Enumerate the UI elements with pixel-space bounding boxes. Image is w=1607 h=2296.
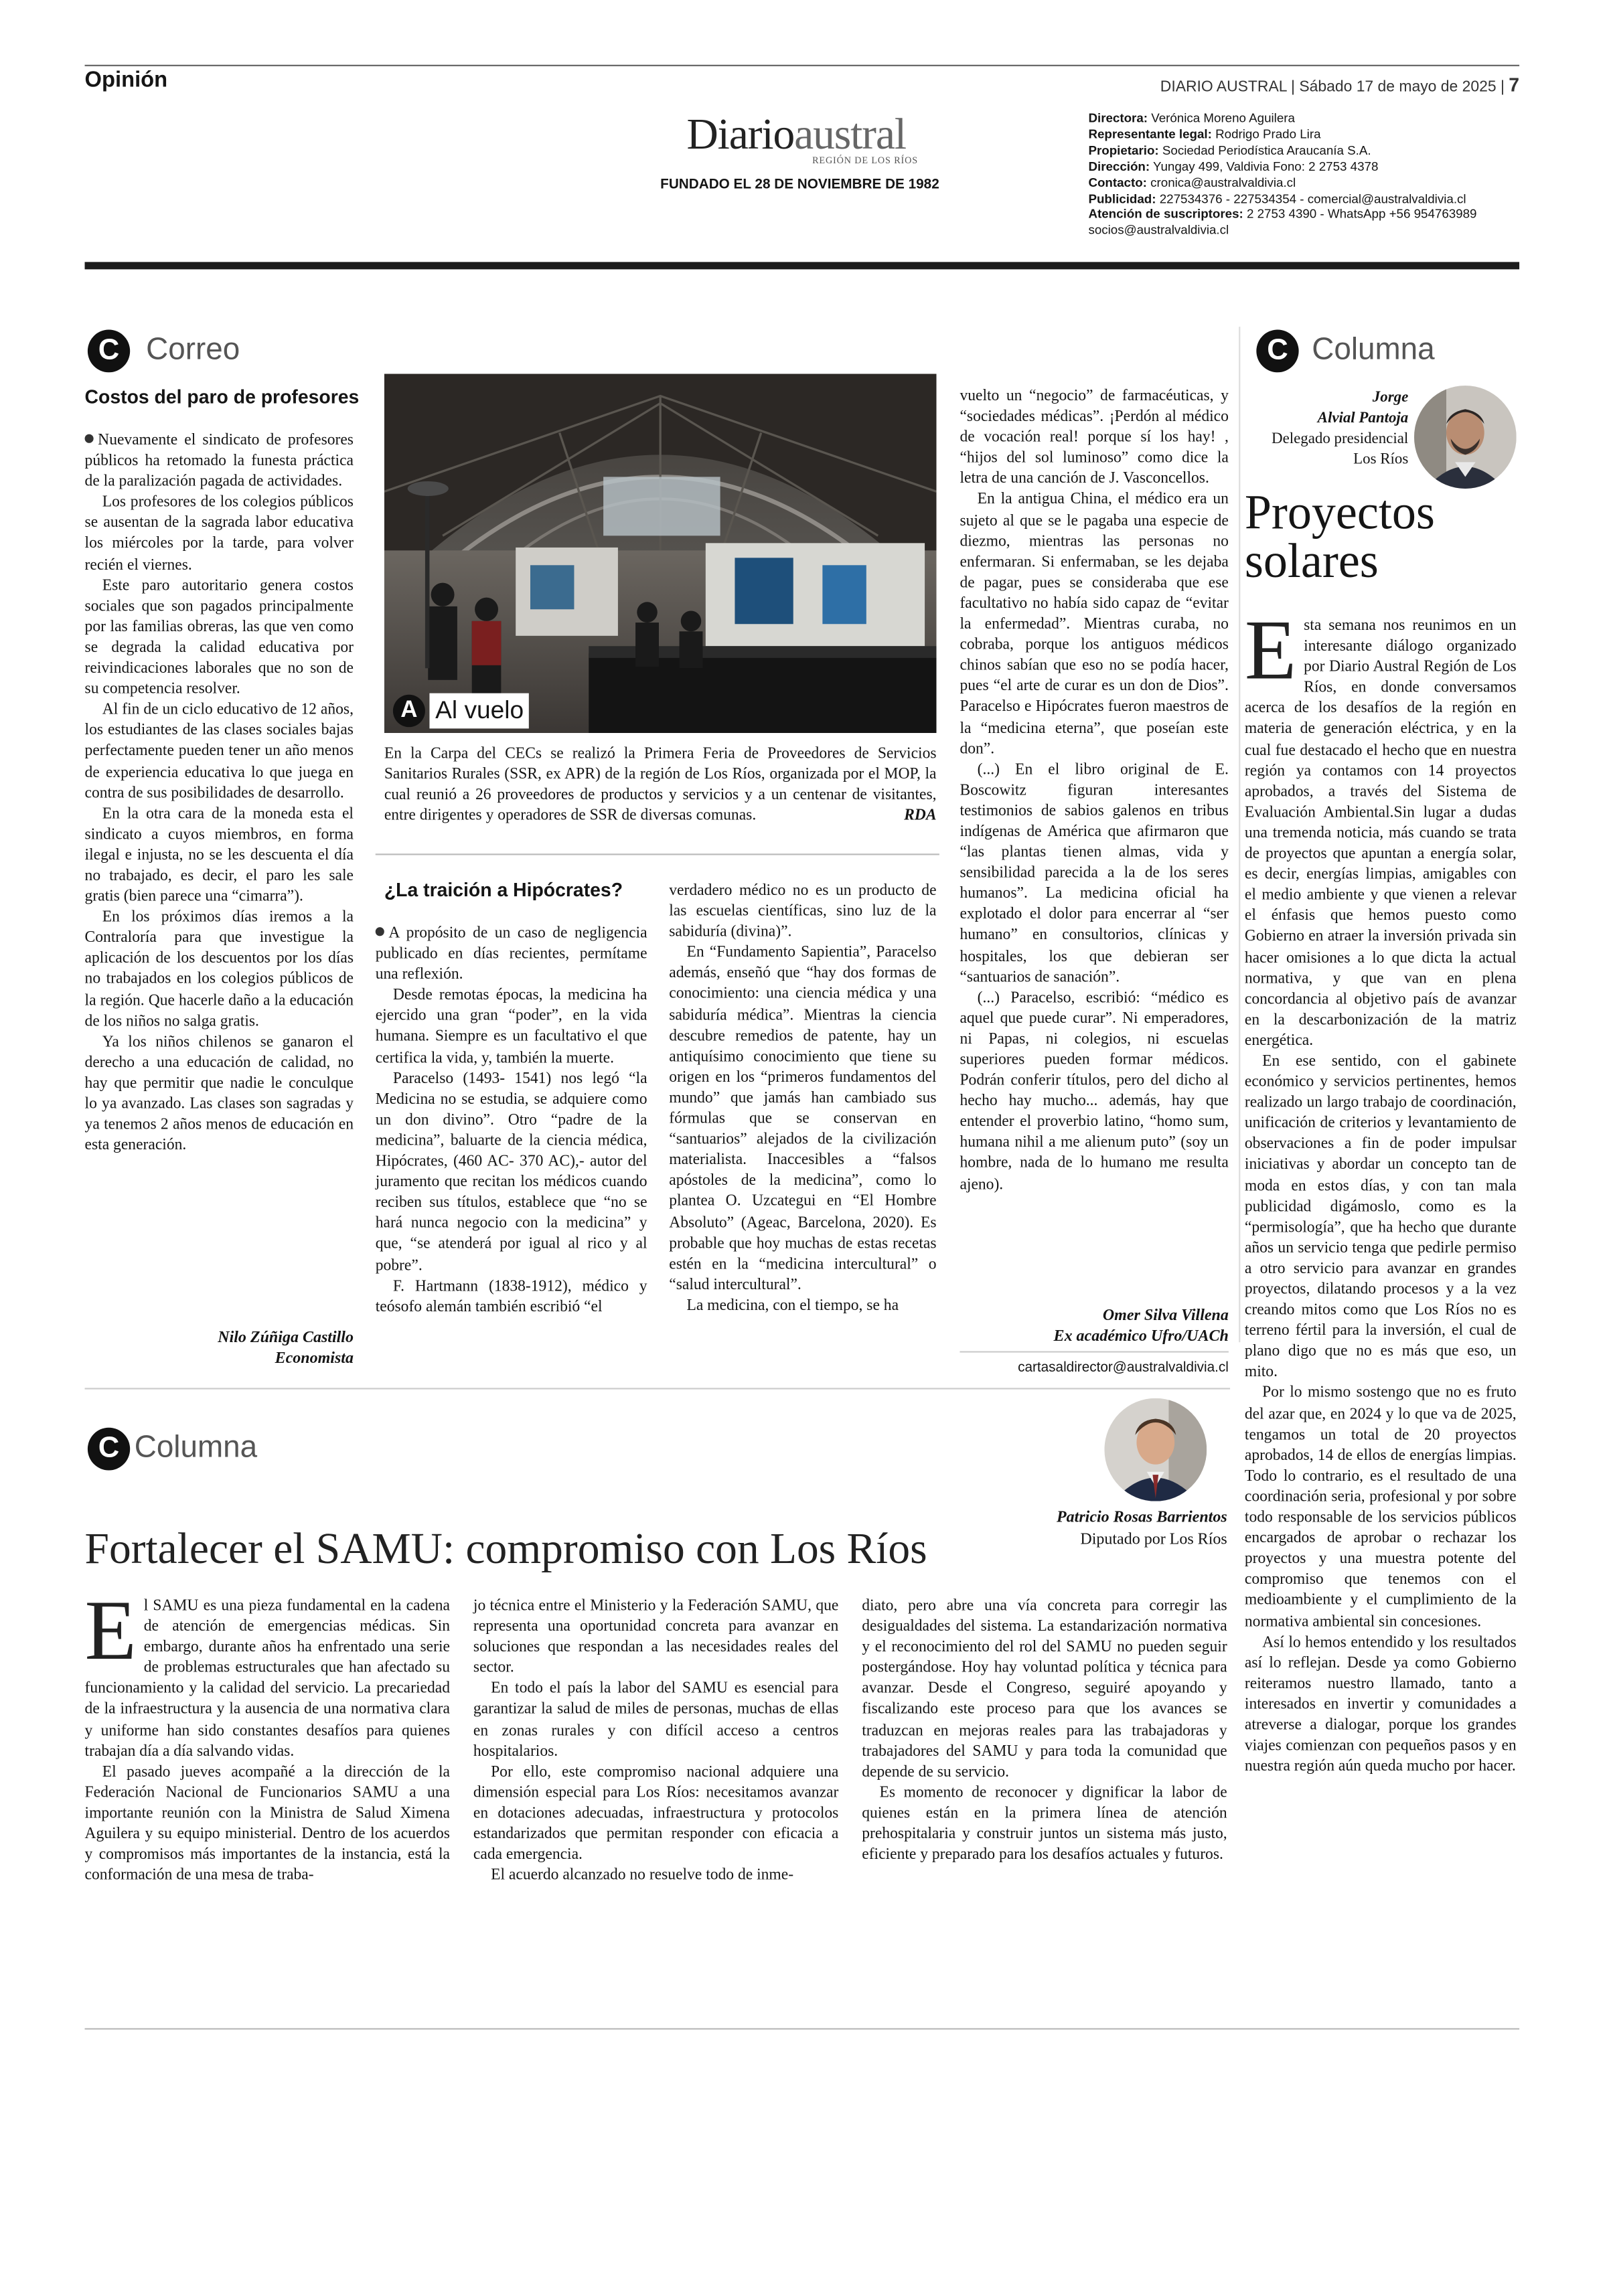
- author-name: Nilo Zúñiga Castillo: [218, 1329, 354, 1347]
- masthead-thick-rule: [85, 262, 1520, 269]
- author-photo-patricio: [1104, 1398, 1207, 1501]
- columna-right-badge: C: [1256, 330, 1298, 373]
- al-vuelo-label: Al vuelo: [429, 693, 529, 729]
- al-vuelo-caption: En la Carpa del CECs se realizó la Primera Feria de Proveedores de Servicios Sanitarios Rurales (SSR, ex APR) de la región de Los Ríos, organizada por el MOP, la cual reunió a 26 proveedores de productos y servicios y a un centenar de visitantes, entre dirigentes y operadores de SSR de diversas comunas. RDA: [384, 743, 937, 826]
- paragraph: A propósito de un caso de negligencia publicado en días recientes, permítame una reflexión.: [375, 924, 647, 984]
- author-first-name: Jorge: [1372, 390, 1409, 406]
- columna-bottom-title: Fortalecer el SAMU: compromiso con Los Ríos: [84, 1524, 927, 1574]
- paragraph: Paracelso (1493- 1541) nos legó “la Medicina no se estudia, se adquiere como un don divino”. Otro “padre de la medicina”, baluarte de la ciencia médica, Hipócrates, (460 AC- 370 AC),- autor del juramento que recitan los médicos cuando reciben sus títulos, establece que “no se hará nunca negocio con la medicina” y que, “se atenderá por igual al rico y al pobre”.: [375, 1069, 647, 1274]
- paragraph: Por lo mismo sostengo que no es fruto del azar que, en 2024 y lo que va de 2025, tengamos un total de 20 proyectos aprobados, 14 de ellos de energías limpias. Todo lo contrario, es el resultado de una coordinación seria, profesional y por sobre todo responsable de los servicios públicos encargados de aprobar o rechazar los proyectos y una muestra potente del compromiso que tenemos con el medioambiente y el cumplimiento de la normativa ambiental sin concesiones.: [1244, 1384, 1517, 1631]
- paragraph: E sta semana nos reunimos en un interesante diálogo organizado por Diario Austral Región de Los Ríos, en donde conversamos acerca de los desafíos de la región en materia de generación eléctrica, y en la cual fue destacado el hecho que en nuestra región ya contamos con 14 proyectos aprobados, a través del Sistema de Evaluación Ambiental.Sin lugar a dudas una tremenda noticia, más cuando se trata de proyectos que apuntan a energía solar, es decir, energías limpias, amigables con el medio ambiente y que vienen a relevar el énfasis que hemos puesto como Gobierno en atraer la inversión privada sin hacer omisiones a lo que dicta la actual normativa, y que van en plena concordancia al objetivo país de avanzar en la descarbonización de la matriz energética.: [1244, 602, 1517, 1050]
- paragraph: (...) Paracelso, escribió: “médico es aquel que puede curar”. Ni emperadores, ni Papas, ni colegios, ni escuelas superiores pueden formar médicos. Podrán conferir títulos, pero del dicho al hecho hay mucho... además, hay que entender el proverbio latino, “homo sum, humana nihil a me alienum puto” (soy un hombre, nada de lo humano me resulta ajeno).: [960, 988, 1229, 1194]
- caption-divider: [376, 853, 939, 855]
- info-line: Propietario: Sociedad Periodística Araucanía S.A.: [1088, 142, 1371, 157]
- photo-credit: RDA: [904, 807, 937, 825]
- columna-bottom-label: Columna: [134, 1430, 258, 1465]
- letter1-title: Costos del paro de profesores: [84, 386, 360, 408]
- feria-photo: [384, 374, 937, 732]
- logo-accent: austral: [794, 110, 906, 159]
- paragraph: Por ello, este compromiso nacional adquiere una dimensión especial para Los Ríos: necesitamos avanzar en dotaciones adecuadas, infraestructura y protocolos estandarizados que permitan responder con eficacia a cada emergencia.: [473, 1762, 839, 1864]
- paragraph: Al fin de un ciclo educativo de 12 años, los estudiantes de las clases sociales bajas perfectamente pueden tener un año menos de experiencia educativa lo que juega en contra de sus posibilidades de desarrollo.: [84, 701, 354, 802]
- paragraph: Desde remotas épocas, la medicina ha ejercido una gran “poder”, en la vida humana. Siempre es un facultativo el que certifica la vida, y, también la muerte.: [375, 986, 647, 1067]
- author-last-name: Alvial Pantoja: [1317, 410, 1409, 427]
- info-line: Dirección: Yungay 499, Valdivia Fono: 2 2753 4378: [1088, 158, 1379, 173]
- paragraph: E l SAMU es una pieza fundamental en la cadena de atención de emergencias médicas. Sin embargo, durante años ha enfrentado una serie de problemas estructurales que han afectado su funcionamiento y la calidad del servicio. La precariedad de la infraestructura y la ausencia de una normativa clara y uniforme han sido constantes desafíos para quienes trabajan día a día salvando vidas.: [84, 1582, 450, 1760]
- letter2-col3: [960, 386, 1228, 1195]
- top-rule: [85, 65, 1520, 66]
- paragraph: (...) En el libro original de E. Boscowitz figuran interesantes testimonios de sabios galenos en tribus indígenas de América que afirmaron que “las plantas tienen almas, vida y sensibilidad parecida a la de los seres humanos”. La medicina oficial ha explotado el dolor para encerrar al “ser humano” en consultorios, clínicas y hospitales, los que debieran ser “santuarios de sanación”.: [960, 760, 1229, 986]
- columna-right-body: [1244, 602, 1517, 1777]
- paragraph: vuelto un “negocio” de farmacéuticas, y “sociedades médicas”. ¡Perdón al médico de vocación real! porque sí los hay! , “hijos del sol luminoso” como dice la letra de una canción de J. Vasconcellos.: [960, 387, 1229, 488]
- letters-email[interactable]: cartasaldirector@australvaldivia.cl: [1018, 1360, 1229, 1376]
- letter2-col1: [376, 923, 647, 1317]
- author-role: Ex académico Ufro/UACh: [1053, 1327, 1229, 1345]
- paragraph: Nuevamente el sindicato de profesores públicos ha retomado la funesta práctica de la paralización pagada de actividades.: [84, 431, 354, 491]
- page-header-info: [1160, 74, 1519, 96]
- bullet-icon: [376, 927, 384, 936]
- paper-name: DIARIO AUSTRAL: [1160, 78, 1287, 96]
- paragraph: En ese sentido, con el gabinete económico y servicios pertinentes, hemos realizado un largo trabajo de coordinación, unificación de criterios y levantamiento de observaciones a fin de poder impulsar iniciativas y abordar un concepto tan de moda en estos días, y con tan mala publicidad digámoslo, como es la “permisología”, que ha hecho que durante años un servicio tenga que pedirle permiso a otro servicio para avanzar en grandes proyectos, dilatando procesos y a la vez creando mitos como que Los Ríos no es terreno fértil para la inversión, el cual de plano digo que no es más que eso, un mito.: [1244, 1052, 1517, 1382]
- author-role: Economista: [275, 1349, 354, 1368]
- dropcap: E: [84, 1582, 137, 1678]
- columna-bottom-byline: [935, 1507, 1227, 1550]
- letter2-title: ¿La traición a Hipócrates?: [384, 878, 623, 901]
- letter1-signature: [85, 1327, 354, 1369]
- columna-right-byline: [1245, 388, 1408, 471]
- paragraph: Este paro autoritario genera costos sociales que son pagados principalmente por las familias obreras, las que ven como se degrada la calidad educativa por reivindicaciones laborales que no son de su competencia resolver.: [84, 576, 354, 698]
- paragraph: En “Fundamento Sapientia”, Paracelso además, enseñó que “hay dos formas de conocimiento: una ciencia médica y una sabiduría médica”. Mientras la ciencia descubre remedios de patente, hay un antiquísimo conocimiento que tiene su origen en los “primeros fundamentos del mundo” que jamás han cambiado sus fórmulas que se conservan en “santuarios” alejados de la civilización materialista. Inaccesibles a “falsos apóstoles de la medicina”, como lo plantea O. Uzcategui en “El Hombre Absoluto” (Ageac, Barcelona, 2020). Es probable que hoy muchas de estas recetas estén en la “medicina intercultural” o “salud intercultural”.: [669, 943, 937, 1294]
- paragraph: En la otra cara de la moneda esta el sindicato a cuyos miembros, en forma ilegal e injusta, no se les descuenta el día no trabajado, es decir, el paro les sale gratis (bien parece una “cimarra”).: [84, 805, 354, 906]
- info-line: Directora: Verónica Moreno Aguilera: [1088, 110, 1295, 125]
- letter2-col2: [669, 880, 936, 1316]
- author-photo-jorge: [1414, 386, 1517, 489]
- columna-right-title: Proyectos solares: [1244, 487, 1435, 589]
- section-label: Opinión: [84, 68, 168, 93]
- page-bottom-rule: [85, 2028, 1520, 2030]
- masthead-info: [1088, 110, 1527, 239]
- paragraph: Así lo hemos entendido y los resultados así lo reflejan. Desde ya como Gobierno reiteramos nuestro llamado, tanto a interesados en invertir y comunidades a atreverse a dialogar, porque los grandes viajes comienzan con pequeños pasos y en nuestra región aún queda mucho por hacer.: [1244, 1633, 1517, 1775]
- paragraph: jo técnica entre el Ministerio y la Federación SAMU, que representa una oportunidad concreta para avanzar en soluciones que respondan a las necesidades reales del sector.: [473, 1596, 839, 1677]
- feria-photo-image: [384, 374, 937, 732]
- info-line: Atención de suscriptores: 2 2753 4390 - WhatsApp +56 954763989: [1088, 206, 1477, 222]
- letter2-signature: [960, 1305, 1228, 1347]
- author-name: Patricio Rosas Barrientos: [1056, 1508, 1227, 1527]
- logo-main: Diario: [686, 110, 795, 159]
- columna-bottom-col1: [84, 1582, 450, 1886]
- author-role: Diputado por Los Ríos: [1080, 1530, 1227, 1548]
- info-line: Contacto: cronica@australvaldivia.cl: [1088, 174, 1296, 189]
- paragraph: El pasado jueves acompañé a la dirección de la Federación Nacional de Funcionarios SAMU a una importante reunión con la Ministra de Salud Ximena Aguilera y su equipo ministerial. Dentro de los acuerdos y compromisos más importantes de la instancia, está la conformación de una mesa de traba-: [84, 1762, 450, 1884]
- letter1-body: [85, 430, 354, 1156]
- author-name: Omer Silva Villena: [1102, 1307, 1229, 1325]
- paragraph: Es momento de reconocer y dignificar la labor de quienes están en la primera línea de atención prehospitalaria y construir juntos un sistema más justo, eficiente y preparado para los desafíos actuales y futuros.: [862, 1783, 1227, 1864]
- paragraph: La medicina, con el tiempo, se ha: [686, 1296, 899, 1315]
- paragraph: Los profesores de los colegios públicos se ausentan de la sagrada labor educativa los miércoles por la tarde, para volver recién el viernes.: [84, 493, 354, 574]
- info-line: Publicidad: 227534376 - 227534354 - comercial@australvaldivia.cl: [1088, 190, 1466, 206]
- info-line: Representante legal: Rodrigo Prado Lira: [1088, 126, 1321, 141]
- info-line: socios@australvaldivia.cl: [1088, 222, 1229, 238]
- paragraph: El acuerdo alcanzado no resuelve todo de inme-: [491, 1866, 794, 1884]
- author-region: Los Ríos: [1353, 452, 1409, 469]
- page-number: 7: [1509, 73, 1520, 96]
- author-photo-image: [1414, 386, 1517, 489]
- correo-label: Correo: [146, 332, 240, 367]
- al-vuelo-badge: A: [393, 695, 425, 727]
- email-divider: [960, 1351, 1228, 1352]
- correo-badge: C: [88, 330, 130, 373]
- author-role: Delegado presidencial: [1272, 431, 1409, 448]
- bottom-section-rule: [85, 1388, 1231, 1389]
- founded-line: FUNDADO EL 28 DE NOVIEMBRE DE 1982: [660, 176, 939, 193]
- columna-bottom-badge: C: [88, 1428, 130, 1471]
- paragraph: En la antigua China, el médico era un sujeto al que se le pagaba una especie de diezmo, mientras las personas no enfermaran. Si enfermaban, se les dejaba de pagar, pues se consideraba que ese facultativo no había sido capaz de “evitar la enfermedad”. Mientras curaba, no cobraba, porque los antiguos médicos chinos sabían que eso no se podía hacer, pues “el arte de curar es un don de Dios”. Paracelso e Hipócrates fueron maestros de la “medicina eterna”, que poseían este don”.: [960, 491, 1229, 758]
- paragraph: En todo el país la labor del SAMU es esencial para garantizar la salud de miles de personas, muchas de ellas en zonas rurales y con difícil acceso a centros hospitalarios.: [473, 1679, 839, 1760]
- logo-region: REGIÓN DE LOS RÍOS: [812, 156, 919, 167]
- dropcap: E: [1244, 602, 1297, 698]
- author-photo-image: [1104, 1398, 1207, 1501]
- columna-bottom-col3: [862, 1595, 1227, 1865]
- masthead-logo: [686, 110, 949, 167]
- column-divider: [1239, 327, 1240, 1342]
- paragraph: verdadero médico no es un producto de las escuelas científicas, sino luz de la sabiduría (divina)”.: [669, 882, 937, 941]
- columna-bottom-col2: [473, 1595, 838, 1886]
- columna-right-label: Columna: [1312, 332, 1435, 367]
- bullet-icon: [85, 434, 94, 443]
- paragraph: F. Hartmann (1838-1912), médico y teósofo alemán también escribió “el: [375, 1277, 647, 1315]
- paragraph: En los próximos días iremos a la Contraloría para que investigue la aplicación de los descuentos por los días no trabajados en los colegios públicos de la región. Que hacerle daño a la educación de los niños no salga gratis.: [84, 908, 354, 1030]
- issue-date: | Sábado 17 de mayo de 2025 |: [1291, 78, 1505, 96]
- paragraph: diato, pero abre una vía concreta para corregir las desigualdades del sistema. La estandarización normativa y el reconocimiento del rol del SAMU no pueden seguir postergándose. Hoy hay voluntad política y técnica para avanzar. Desde el Congreso, seguiré apoyando y fiscalizando este proceso para que los avances se traduzcan en mejoras reales para las trabajadoras y trabajadores del SAMU y para toda la comunidad que depende de su servicio.: [862, 1596, 1227, 1781]
- paragraph: Ya los niños chilenos se ganaron el derecho a una educación de calidad, no hay que permitir que nadie le conculque lo ya avanzado. Las clases son sagradas y ya tenemos 2 años menos de educación en esta generación.: [84, 1032, 354, 1155]
